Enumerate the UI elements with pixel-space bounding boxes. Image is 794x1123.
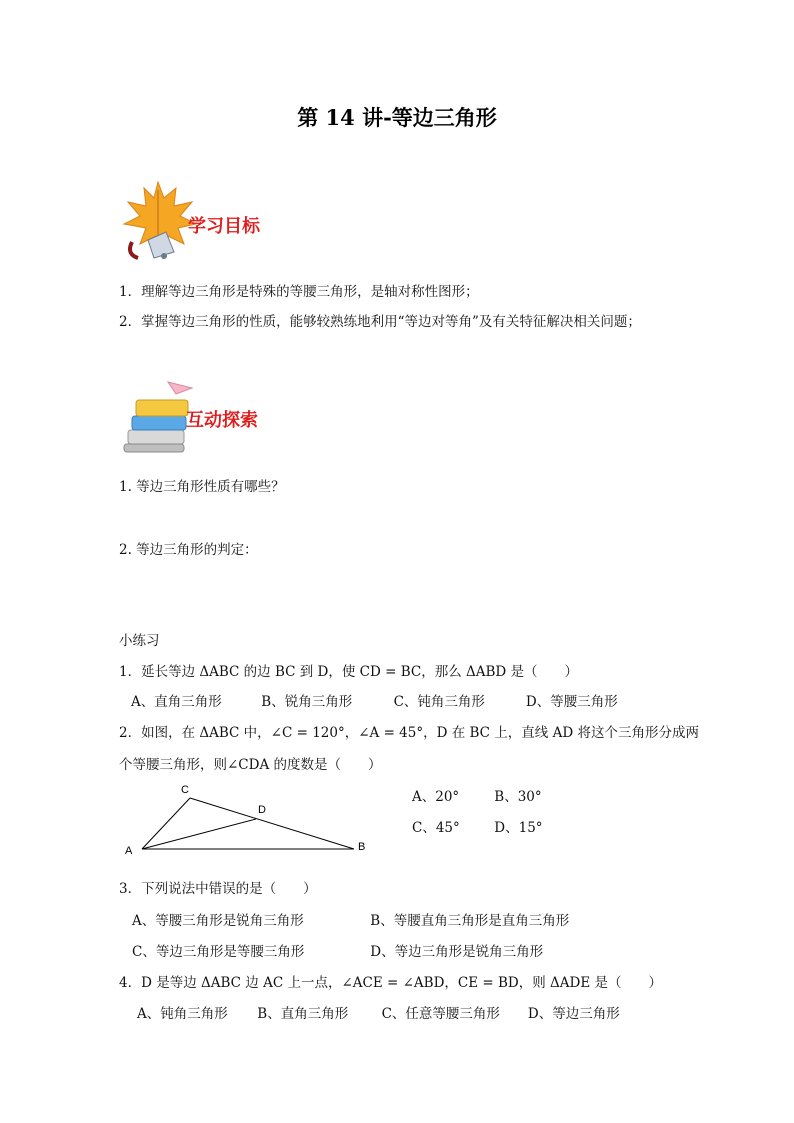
problem-4-option-c: C、任意等腰三角形 xyxy=(381,1006,500,1022)
maple-leaf-bell-icon xyxy=(118,180,198,262)
segment-ad xyxy=(142,819,256,849)
problem-3-option-c: C、等边三角形是等腰三角形 xyxy=(132,944,305,960)
problem-1-option-a: A、直角三角形 xyxy=(131,694,222,710)
problem-2-stem-line2: 个等腰三角形，则∠CDA 的度数是（ ） xyxy=(119,757,382,773)
interactive-explore-label: 互动探索 xyxy=(186,410,258,431)
problem-3-option-d: D、等边三角形是锐角三角形 xyxy=(370,944,544,960)
problem-2-options-row1 xyxy=(412,787,542,807)
goal-item-2: 2．掌握等边三角形的性质，能够较熟练地利用“等边对等角”及有关特征解决相关问题； xyxy=(119,314,641,330)
goal-item-1: 1．理解等边三角形是特殊的等腰三角形，是轴对称性图形； xyxy=(119,284,479,300)
problem-4-option-d: D、等边三角形 xyxy=(527,1006,620,1022)
problem-1-option-c: C、钝角三角形 xyxy=(393,694,485,710)
problem-1-stem: 1．延长等边 ΔABC 的边 BC 到 D，使 CD = BC，那么 ΔABD 是（ ） xyxy=(119,664,579,680)
problem-3-option-a: A、等腰三角形是锐角三角形 xyxy=(132,913,304,929)
problem-4-stem: 4．D 是等边 ΔABC 边 AC 上一点，∠ACE = ∠ABD，CE = BD，则 ΔADE 是（ ） xyxy=(119,975,662,991)
learning-goals-label: 学习目标 xyxy=(188,216,260,237)
vertex-label-c: C xyxy=(181,784,189,796)
problem-1-options xyxy=(131,692,618,712)
problem-3-options-row2 xyxy=(132,942,543,962)
side-cb xyxy=(190,798,354,849)
problem-3-option-b: B、等腰直角三角形是直角三角形 xyxy=(370,913,570,929)
explore-question-2: 2. 等边三角形的判定： xyxy=(119,542,258,558)
problem-3-options-row1 xyxy=(132,911,569,931)
problem-2-option-a: A、20° xyxy=(412,789,460,805)
triangle-figure xyxy=(118,782,378,862)
vertex-label-b: B xyxy=(358,841,366,853)
problem-1-option-d: D、等腰三角形 xyxy=(525,694,618,710)
problem-2-options-row2 xyxy=(412,818,543,838)
problem-2-option-b: B、30° xyxy=(494,789,542,805)
vertex-label-d: D xyxy=(258,804,266,816)
explore-question-1: 1. 等边三角形性质有哪些？ xyxy=(119,479,285,495)
interactive-explore-badge xyxy=(118,378,288,458)
problem-2-option-c: C、45° xyxy=(412,820,460,836)
vertex-label-a: A xyxy=(125,845,133,857)
learning-goals-badge xyxy=(118,180,288,262)
problem-4-options xyxy=(137,1004,620,1024)
problem-2-option-d: D、15° xyxy=(494,820,543,836)
side-ac xyxy=(142,798,190,849)
problem-4-option-b: B、直角三角形 xyxy=(257,1006,349,1022)
problem-4-option-a: A、钝角三角形 xyxy=(137,1006,228,1022)
problem-2-stem-line1: 2．如图，在 ΔABC 中，∠C = 120°，∠A = 45°，D 在 BC 上，直线 AD 将这个三角形分成两 xyxy=(119,725,699,741)
problem-1-option-b: B、锐角三角形 xyxy=(261,694,353,710)
page-title: 第 14 讲-等边三角形 xyxy=(297,105,497,130)
problem-3-stem: 3．下列说法中错误的是（ ） xyxy=(119,881,317,897)
practice-heading: 小练习 xyxy=(119,633,160,649)
